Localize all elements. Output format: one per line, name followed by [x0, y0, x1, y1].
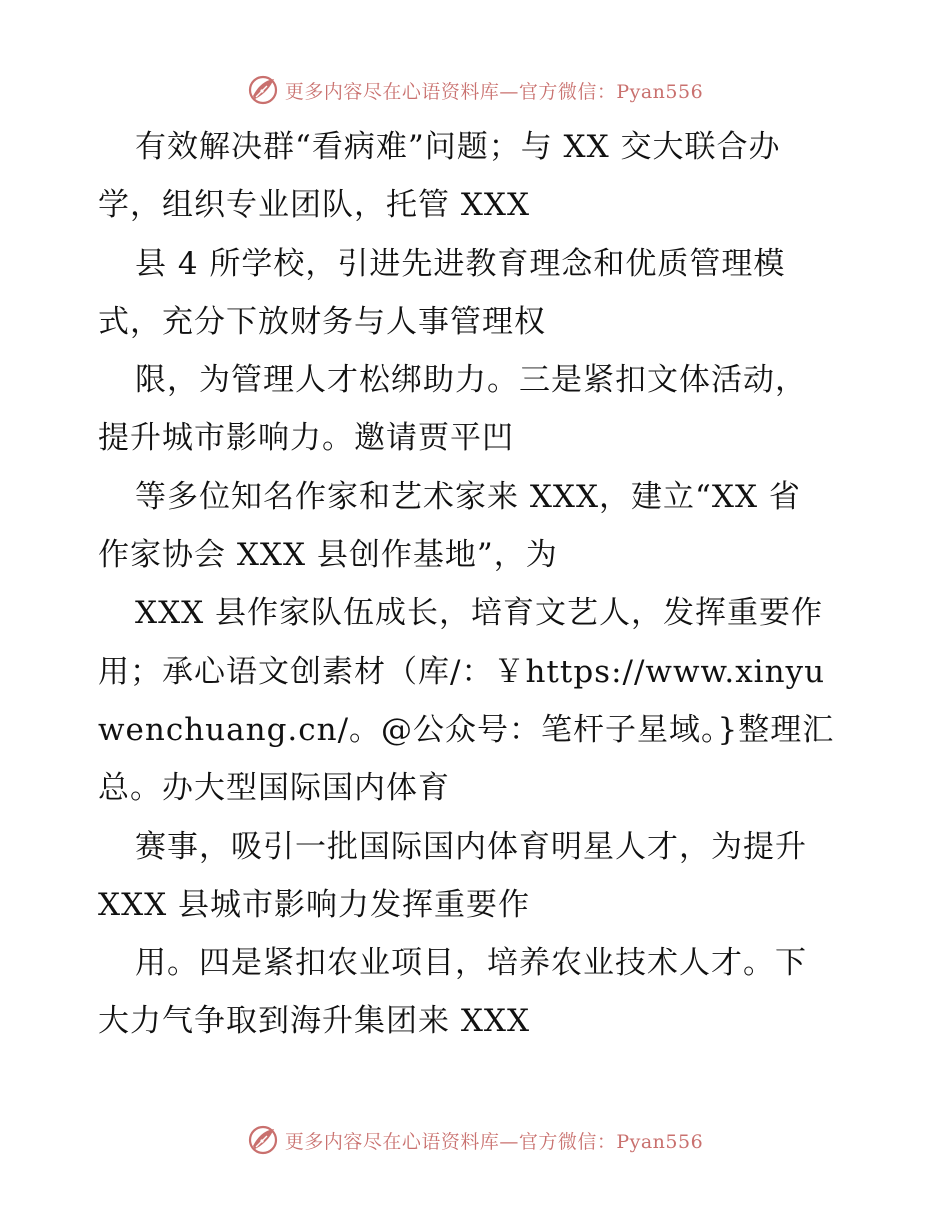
- text-line: 提升城市影响力。邀请贾平凹: [98, 420, 514, 457]
- text-line: wenchuang.cn/。@公众号：笔杆子星域。}整理汇: [98, 711, 835, 748]
- text-line: 县 4 所学校，引进先进教育理念和优质管理模: [135, 245, 786, 282]
- document-body: [98, 118, 858, 1051]
- footer-banner: [0, 1120, 950, 1160]
- text-line: 作家协会 XXX 县创作基地”，为: [98, 537, 558, 574]
- text-line: XXX 县作家队伍成长，培育文艺人，发挥重要作: [135, 595, 824, 632]
- text-line: 总。办大型国际国内体育: [98, 770, 450, 807]
- header-banner: [0, 70, 950, 110]
- text-line: 有效解决群“看病难”问题；与 XX 交大联合办: [135, 129, 781, 165]
- text-line: 式，充分下放财务与人事管理权: [98, 303, 546, 340]
- text-line: 赛事，吸引一批国际国内体育明星人才，为提升: [135, 828, 807, 865]
- text-line: 用。四是紧扣农业项目，培养农业技术人才。下: [135, 945, 807, 982]
- header-banner-text: 更多内容尽在心语资料库—官方微信：Pyan556: [284, 80, 704, 103]
- text-line: 用；承心语文创素材（库/：￥https://www.xinyu: [98, 653, 826, 690]
- pen-nib-logo-icon: [247, 74, 279, 106]
- text-line: XXX 县城市影响力发挥重要作: [98, 886, 531, 923]
- text-line: 学，组织专业团队，托管 XXX: [98, 187, 531, 224]
- text-line: 等多位知名作家和艺术家来 XXX，建立“XX 省: [135, 478, 801, 515]
- text-line: 限，为管理人才松绑助力。三是紧扣文体活动，: [135, 362, 807, 399]
- text-line: 大力气争取到海升集团来 XXX: [98, 1003, 531, 1040]
- footer-banner-text: 更多内容尽在心语资料库—官方微信：Pyan556: [284, 1130, 704, 1153]
- pen-nib-logo-icon: [247, 1124, 279, 1156]
